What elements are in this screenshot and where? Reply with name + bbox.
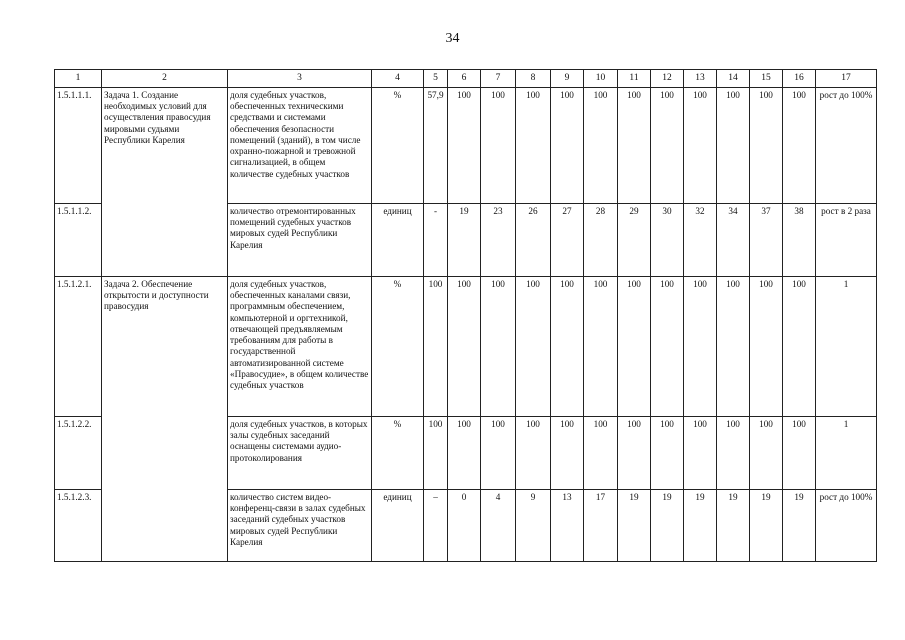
row-code: 1.5.1.2.1. [55,277,102,417]
result-cell: 1 [816,277,877,417]
value-cell: 30 [651,204,684,277]
value-cell: 28 [584,204,618,277]
indicator-cell: количество систем видео-конференц-связи в залах судебных заседаний судебных участков мировых судей Республики Карелия [228,490,372,562]
result-cell: рост в 2 раза [816,204,877,277]
task-cell: Задача 1. Создание необходимых условий для осуществления правосудия мировыми судьями Республики Карелия [102,88,228,277]
page-number: 34 [445,31,460,46]
value-cell: 100 [551,277,584,417]
table-row [55,88,877,204]
result-cell: рост до 100% [816,88,877,204]
value-cell: 100 [481,88,516,204]
value-cell: 100 [448,417,481,490]
header-cell: 8 [516,70,551,88]
header-cell: 16 [783,70,816,88]
header-cell: 12 [651,70,684,88]
value-cell: 100 [424,417,448,490]
value-cell: 38 [783,204,816,277]
value-cell: 100 [618,277,651,417]
value-cell: 100 [481,277,516,417]
value-cell: 4 [481,490,516,562]
value-cell: 100 [618,417,651,490]
value-cell: 100 [551,88,584,204]
value-cell: – [424,490,448,562]
value-cell: 26 [516,204,551,277]
value-cell: 34 [717,204,750,277]
value-cell: 19 [783,490,816,562]
value-cell: 100 [516,417,551,490]
value-cell: 19 [651,490,684,562]
value-cell: 100 [684,277,717,417]
unit-cell: % [372,417,424,490]
value-cell: 100 [584,88,618,204]
indicator-cell: доля судебных участков, в которых залы судебных заседаний оснащены системами аудио-протоколирования [228,417,372,490]
value-cell: 100 [584,277,618,417]
header-cell: 7 [481,70,516,88]
value-cell: 19 [684,490,717,562]
value-cell: 100 [750,277,783,417]
value-cell: 19 [750,490,783,562]
value-cell: 100 [684,88,717,204]
value-cell: 100 [750,88,783,204]
value-cell: 23 [481,204,516,277]
result-cell: 1 [816,417,877,490]
unit-cell: единиц [372,490,424,562]
value-cell: 100 [684,417,717,490]
value-cell: 100 [783,417,816,490]
header-cell: 11 [618,70,651,88]
row-code: 1.5.1.1.2. [55,204,102,277]
header-cell: 13 [684,70,717,88]
value-cell: 19 [618,490,651,562]
value-cell: 100 [551,417,584,490]
header-cell: 17 [816,70,877,88]
indicator-cell: доля судебных участков, обеспеченных техническими средствами и системами обеспечения безопасности помещений (зданий), в том числе охранно-пожарной и тревожной сигнализацией, в общем количестве судебных участков [228,88,372,204]
value-cell: 100 [783,88,816,204]
header-cell: 6 [448,70,481,88]
header-cell: 5 [424,70,448,88]
indicators-table [54,69,877,562]
header-cell: 3 [228,70,372,88]
value-cell: 100 [516,88,551,204]
value-cell: 100 [448,88,481,204]
row-code: 1.5.1.2.2. [55,417,102,490]
value-cell: 37 [750,204,783,277]
value-cell: 100 [424,277,448,417]
value-cell: 100 [618,88,651,204]
unit-cell: % [372,88,424,204]
value-cell: 17 [584,490,618,562]
header-cell: 15 [750,70,783,88]
value-cell: 57,9 [424,88,448,204]
task-cell: Задача 2. Обеспечение открытости и доступности правосудия [102,277,228,562]
row-code: 1.5.1.2.3. [55,490,102,562]
header-cell: 1 [55,70,102,88]
value-cell: 100 [516,277,551,417]
table-row [55,277,877,417]
unit-cell: единиц [372,204,424,277]
value-cell: 32 [684,204,717,277]
indicator-cell: количество отремонтированных помещений судебных участков мировых судей Республики Карелия [228,204,372,277]
value-cell: 29 [618,204,651,277]
value-cell: 9 [516,490,551,562]
row-code: 1.5.1.1.1. [55,88,102,204]
value-cell: 100 [717,277,750,417]
value-cell: 100 [651,277,684,417]
indicator-cell: доля судебных участков, обеспеченных каналами связи, программным обеспечением, компьютерной и оргтехникой, отвечающей предъявляемым требованиям для работы в государственной автоматизированной системе «Правосудие», в общем количестве судебных участков [228,277,372,417]
value-cell: 100 [717,417,750,490]
value-cell: 100 [717,88,750,204]
value-cell: 100 [651,417,684,490]
header-cell: 4 [372,70,424,88]
value-cell: 100 [651,88,684,204]
value-cell: 100 [750,417,783,490]
header-row [55,70,877,88]
value-cell: - [424,204,448,277]
header-cell: 10 [584,70,618,88]
value-cell: 100 [481,417,516,490]
value-cell: 19 [717,490,750,562]
value-cell: 13 [551,490,584,562]
value-cell: 27 [551,204,584,277]
header-cell: 9 [551,70,584,88]
result-cell: рост до 100% [816,490,877,562]
header-cell: 14 [717,70,750,88]
value-cell: 100 [448,277,481,417]
value-cell: 100 [584,417,618,490]
value-cell: 100 [783,277,816,417]
unit-cell: % [372,277,424,417]
value-cell: 19 [448,204,481,277]
header-cell: 2 [102,70,228,88]
value-cell: 0 [448,490,481,562]
